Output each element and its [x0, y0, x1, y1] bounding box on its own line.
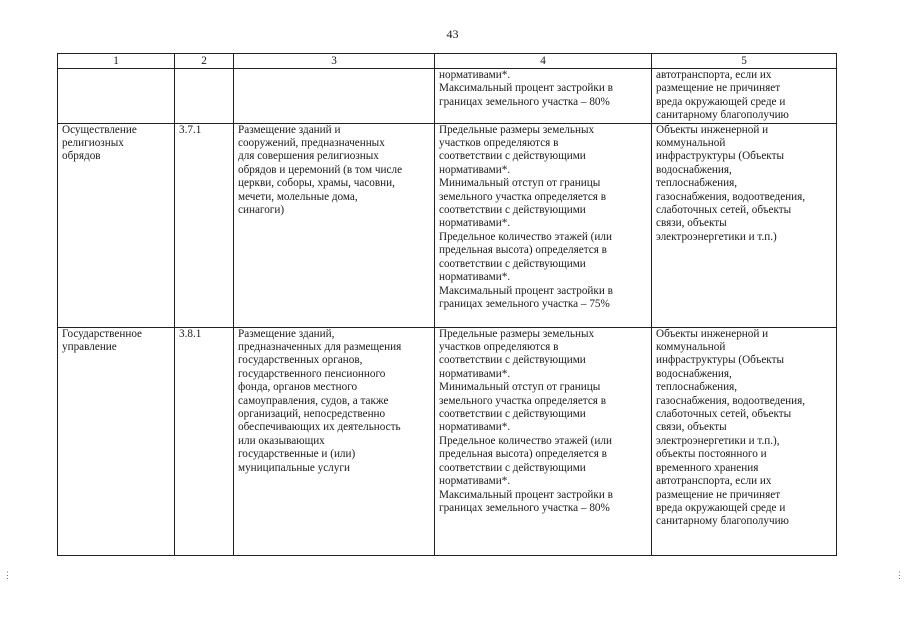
cell-text-line: границах земельного участка – 75% [439, 297, 610, 310]
cell-text-line: соответствии с действующими [439, 204, 586, 217]
cell-text-line: нормативами*. [439, 367, 511, 380]
cell-text-line: предназначенных для размещения [238, 341, 402, 354]
cell-text-line: нормативами*. [439, 475, 511, 488]
cell-text-line: Минимальный отступ от границы [439, 177, 601, 190]
cell-text-line: Максимальный процент застройки в [439, 284, 613, 297]
zoning-table [57, 53, 837, 556]
continuation-parameters-cell [435, 69, 652, 124]
auxiliary-uses-cell [652, 327, 837, 555]
column-number-1: 1 [58, 54, 175, 69]
cell-text-line: Размещение зданий, [238, 327, 335, 340]
cell-text-line: нормативами*. [439, 421, 511, 434]
cell-text-line: Предельное количество этажей (или [439, 230, 612, 243]
cell-text-line: управление [62, 341, 117, 354]
cell-text-line: участков определяются в [439, 341, 559, 354]
cell-text-line: слаботочных сетей, объекты [656, 408, 792, 421]
cell-text-line: нормативами*. [439, 163, 511, 176]
column-number-2: 2 [175, 54, 234, 69]
cell-text-line: земельного участка определяется в [439, 394, 607, 407]
column-number-3: 3 [234, 54, 435, 69]
use-description-cell [234, 123, 435, 327]
cell-text-line: соответствии с действующими [439, 354, 586, 367]
cell-text-line: Предельные размеры земельных [439, 123, 595, 136]
cell-text-line: связи, объекты [656, 217, 727, 230]
cell-text-line: водоснабжения, [656, 163, 732, 176]
cell-text-line: самоуправления, судов, а также [238, 394, 389, 407]
cell-text-line: или оказывающих [238, 434, 325, 447]
cell-text-line: соответствии с действующими [439, 150, 586, 163]
cell-text-line: коммунальной [656, 137, 726, 150]
cell-text-line: Государственное [62, 327, 143, 340]
cell-text-line: связи, объекты [656, 421, 727, 434]
cell-text-line: соответствии с действующими [439, 408, 586, 421]
cell-text-line: церкви, соборы, храмы, часовни, [238, 177, 395, 190]
cell-text-line: предельная высота) определяется в [439, 448, 607, 461]
cell-text-line: границах земельного участка – 80% [439, 95, 610, 108]
use-code-cell: 3.7.1 [175, 123, 234, 327]
cell-text-line: обрядов и церемоний (в том числе [238, 163, 403, 176]
cell-text-line: соответствии с действующими [439, 257, 586, 270]
auxiliary-uses-cell [652, 123, 837, 327]
cell-text-line: автотранспорта, если их [656, 475, 772, 488]
cell-text-line: временного хранения [656, 461, 759, 474]
cell-text-line: санитарному благополучию [656, 109, 789, 122]
cell-text-line: теплоснабжения, [656, 381, 738, 394]
use-name-cell [58, 327, 175, 555]
cell-text-line: вреда окружающей среде и [656, 501, 786, 514]
cell-text-line: Размещение зданий и [238, 123, 341, 136]
cell-text-line: Предельное количество этажей (или [439, 434, 612, 447]
cell-text-line: религиозных [62, 137, 124, 150]
cell-text-line: вреда окружающей среде и [656, 95, 786, 108]
cell-text-line: коммунальной [656, 341, 726, 354]
cell-text-line: фонда, органов местного [238, 381, 358, 394]
cell-text-line: земельного участка определяется в [439, 190, 607, 203]
cell-text-line: участков определяются в [439, 137, 559, 150]
page-number: 43 [446, 27, 459, 41]
cell-text-line: Максимальный процент застройки в [439, 82, 613, 95]
cell-text-line: соответствии с действующими [439, 461, 586, 474]
use-name-cell [58, 123, 175, 327]
cell-text-line: инфраструктуры (Объекты [656, 150, 785, 163]
cell-text-line: Максимальный процент застройки в [439, 488, 613, 501]
cell-text-line: обеспечивающих их деятельность [238, 421, 401, 434]
cell-text-line: нормативами*. [439, 271, 511, 284]
cell-text-line: электроэнергетики и т.п.) [656, 230, 777, 243]
cell-text-line: Объекты инженерной и [656, 123, 769, 136]
cell-text-line: водоснабжения, [656, 367, 732, 380]
building-parameters-cell [435, 123, 652, 327]
use-code-cell: 3.8.1 [175, 327, 234, 555]
cell-text-line: государственного пенсионного [238, 367, 386, 380]
continuation-auxiliary-cell [652, 69, 837, 124]
cell-text-line: сооружений, предназначенных [238, 137, 385, 150]
cell-text-line: обрядов [62, 150, 101, 163]
cell-text-line: объекты постоянного и [656, 448, 767, 461]
cell-text-line: Предельные размеры земельных [439, 327, 595, 340]
cell-text-line: организаций, непосредственно [238, 408, 386, 421]
table-header-row [58, 54, 837, 69]
cell-text-line: размещение не причиняет [656, 488, 781, 501]
cell-text-line: Минимальный отступ от границы [439, 381, 601, 394]
cell-text-line: мечети, молельные дома, [238, 190, 358, 203]
continuation-row [58, 69, 837, 124]
cell-text-line: размещение не причиняет [656, 82, 781, 95]
cell-text-line: нормативами*. [439, 217, 511, 230]
table-row [58, 123, 837, 327]
cell-text-line: санитарному благополучию [656, 515, 789, 528]
cell-text-line: газоснабжения, водоотведения, [656, 394, 806, 407]
cell-text-line: газоснабжения, водоотведения, [656, 190, 806, 203]
cell-text-line: инфраструктуры (Объекты [656, 354, 785, 367]
column-number-4: 4 [435, 54, 652, 69]
cell-text-line: границах земельного участка – 80% [439, 501, 610, 514]
cell-text-line: государственных органов, [238, 354, 363, 367]
cell-text-line: предельная высота) определяется в [439, 244, 607, 257]
cell-text-line: электроэнергетики и т.п.), [656, 434, 780, 447]
cell-text-line: нормативами*. [439, 69, 511, 81]
cell-text-line: Осуществление [62, 123, 137, 136]
scan-edge-mark-left: ⋮ [3, 570, 12, 580]
cell-text-line: муниципальные услуги [238, 461, 350, 474]
scan-edge-mark-right: ⋮ [895, 570, 904, 580]
cell-text-line: слаботочных сетей, объекты [656, 204, 792, 217]
cell-text-line: автотранспорта, если их [656, 69, 772, 81]
table-row [58, 327, 837, 555]
cell-text-line: государственные и (или) [238, 448, 356, 461]
use-description-cell [234, 327, 435, 555]
cell-text-line: синагоги) [238, 204, 285, 217]
cell-text-line: для совершения религиозных [238, 150, 379, 163]
column-number-5: 5 [652, 54, 837, 69]
building-parameters-cell [435, 327, 652, 555]
cell-text-line: теплоснабжения, [656, 177, 738, 190]
cell-text-line: Объекты инженерной и [656, 327, 769, 340]
